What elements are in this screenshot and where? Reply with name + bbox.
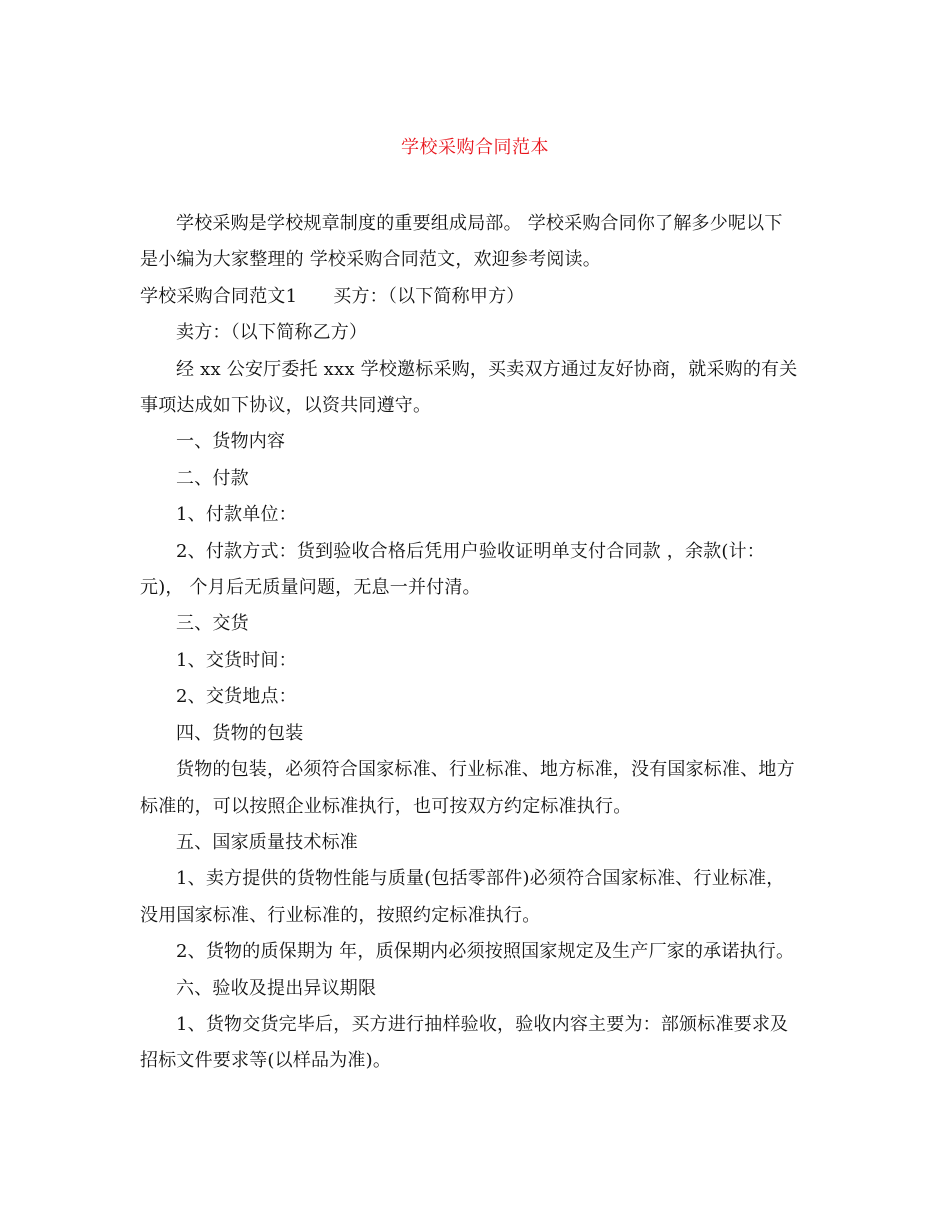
paragraph-line: 事项达成如下协议，以资共同遵守。 [140,395,432,417]
paragraph-line [140,279,812,315]
paragraph-line: 2、货物的质保期为 年，质保期内必须按照国家规定及生产厂家的承诺执行。 [176,941,795,963]
paragraph-line: 卖方：（以下简称乙方） [176,322,368,344]
paragraph-line: 1、货物交货完毕后，买方进行抽样验收，验收内容主要为：部颁标准要求及 [176,1013,789,1035]
paragraph-line: 2、付款方式：货到验收合格后凭用户验收证明单支付合同款 ，余款(计： [176,540,765,562]
section-heading: 四、货物的包装 [176,722,304,744]
document-body [140,206,812,1080]
document-title: 学校采购合同范本 [401,137,549,158]
paragraph-line: 货物的包装，必须符合国家标准、行业标准、地方标准，没有国家标准、地方 [176,759,795,781]
contract-sample-heading: 学校采购合同范文1 [140,285,298,307]
section-heading: 五、国家质量技术标准 [176,831,358,853]
paragraph-line: 元)， 个月后无质量问题，无息一并付清。 [140,577,481,599]
paragraph-line: 招标文件要求等(以样品为准)。 [140,1050,392,1072]
paragraph-line: 没用国家标准、行业标准的，按照约定标准执行。 [140,904,541,926]
paragraph-line: 经 xx 公安厅委托 xxx 学校邀标采购，买卖双方通过友好协商，就采购的有关 [176,358,798,380]
section-heading: 六、验收及提出异议期限 [176,977,377,999]
paragraph-line: 是小编为大家整理的 学校采购合同范文，欢迎参考阅读。 [140,249,601,271]
buyer-label: 买方：（以下简称甲方） [333,285,525,307]
paragraph-line: 学校采购是学校规章制度的重要组成局部。 学校采购合同你了解多少呢以下 [176,213,783,234]
section-heading: 三、交货 [176,613,249,635]
section-heading: 一、货物内容 [176,431,286,453]
paragraph-line: 标准的，可以按照企业标准执行，也可按双方约定标准执行。 [140,795,632,817]
paragraph-line: 1、卖方提供的货物性能与质量(包括零部件)必须符合国家标准、行业标准， [176,868,785,890]
paragraph-line: 1、交货时间： [176,649,297,671]
section-heading: 二、付款 [176,467,249,489]
paragraph-line: 2、交货地点： [176,686,297,708]
paragraph-line: 1、付款单位： [176,504,297,526]
